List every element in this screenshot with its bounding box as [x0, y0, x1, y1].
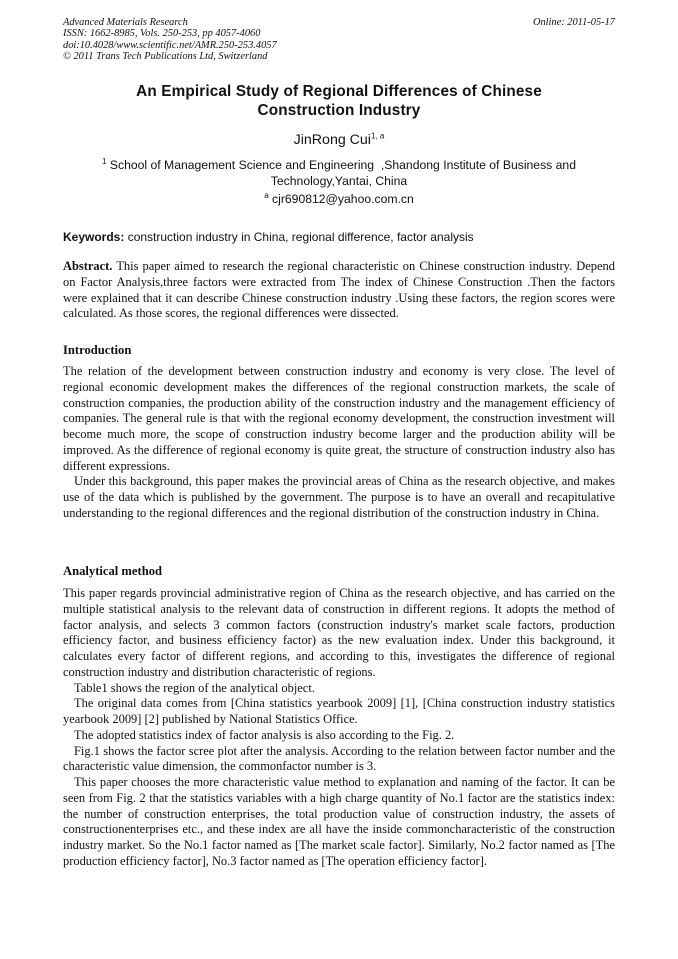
email-address[interactable]: cjr690812@yahoo.com.cn	[272, 192, 414, 206]
affiliation	[63, 157, 615, 189]
introduction-heading: Introduction	[63, 343, 132, 357]
abstract-text: This paper aimed to research the regional characteristic on Chinese construction industry. Depend on Factor Analysis,three factors were extracted from The index of Chinese Construction .Then the factors were explained that it can describe Chinese construction industry .Using these factors, the region scores were calculated. As those scores, the regional differences were dissected.	[63, 259, 615, 321]
affiliation-line-2: Technology,Yantai, China	[270, 174, 408, 188]
online-date: Online: 2011-05-17	[532, 17, 615, 28]
journal-header	[63, 17, 615, 63]
analytical-paragraph-5: Fig.1 shows the factor scree plot after the analysis. According to the relation between factor number and the characteristic value dimension, the commonfactor number is 3.	[63, 743, 615, 774]
email-line	[63, 192, 615, 206]
analytical-paragraph-4: The adopted statistics index of factor analysis is also according to the Fig. 2.	[74, 727, 455, 742]
keywords-label: Keywords:	[63, 230, 125, 244]
intro-paragraph-1: The relation of the development between construction industry and economy is very close. The level of regional economic development makes the differences of the regional construction markets, the scale of construction companies, the production ability of the construction industry and the management efficiency of companies. The general rule is that with the regional economy development, the construction investment will become much more, the scope of construction industry become larger and the production ability will be improved. As the difference of regional economy is quite great, the structure of construction industry also has different expressions.	[63, 364, 615, 473]
abstract-label: Abstract.	[63, 259, 113, 273]
title-line-1: An Empirical Study of Regional Differences of Chinese	[136, 83, 542, 100]
doi-line[interactable]: doi:10.4028/www.scientific.net/AMR.250-253.4057	[63, 39, 277, 51]
copyright-line: © 2011 Trans Tech Publications Ltd, Switzerland	[63, 51, 268, 63]
introduction-body	[63, 364, 615, 522]
analytical-paragraph-3: The original data comes from [China statistics yearbook 2009] [1], [China construction industry statistics yearbook 2009] [2] published by National Statistics Office.	[63, 696, 615, 726]
paper-title	[63, 82, 615, 120]
analytical-paragraph-2: Table1 shows the region of the analytical object.	[74, 680, 315, 695]
affiliation-line-1: School of Management Science and Engineering ,Shandong Institute of Business and	[109, 158, 576, 172]
analytical-heading: Analytical method	[63, 564, 162, 578]
author-sup: 1, a	[370, 131, 385, 141]
title-line-2: Construction Industry	[257, 102, 421, 119]
keywords-text: construction industry in China, regional difference, factor analysis	[127, 230, 474, 244]
abstract	[63, 259, 615, 322]
issn-line: ISSN: 1662-8985, Vols. 250-253, pp 4057-4060	[63, 28, 261, 40]
author-line	[63, 132, 615, 148]
analytical-body	[63, 586, 615, 870]
analytical-paragraph-6: This paper chooses the more characteristic value method to explanation and naming of the factor. It can be seen from Fig. 2 that the statistics variables with a high charge quantity of No.1 factor are the statistics index: the number of construction enterprises, the total production value of construction industry, the assets of constructionenterprises etc., and these index are all have the inside commoncharacteristic of the construction industry market. So the No.1 factor named as [The market scale factor]. Similarly, No.2 factor named as [The production efficiency factor], No.3 factor named as [The operation efficiency factor].	[63, 775, 615, 868]
journal-name: Advanced Materials Research	[63, 17, 188, 28]
intro-paragraph-2: Under this background, this paper makes the provincial areas of China as the research objective, and makes use of the data which is published by the government. The purpose is to have an overall and recapitulative understanding to the regional differences and the regional distribution of the construction industry in China.	[63, 474, 615, 520]
affiliation-sup: 1	[102, 156, 107, 166]
email-sup: a	[264, 190, 269, 200]
analytical-paragraph-1: This paper regards provincial administrative region of China as the research objective, and has carried on the multiple statistical analysis to the relevant data of construction in different regions. It adopts the method of factor analysis, and selects 3 common factors (construction industry's market scale factors, production efficiency factor, and business efficiency factor) as the new evaluation index. Under this background, it calculates every factor of different regions, and according to this, investigates the difference of regional construction industry and distribution characteristic of regions.	[63, 586, 615, 679]
author-name: JinRong Cui	[293, 132, 371, 148]
keywords	[63, 230, 615, 244]
